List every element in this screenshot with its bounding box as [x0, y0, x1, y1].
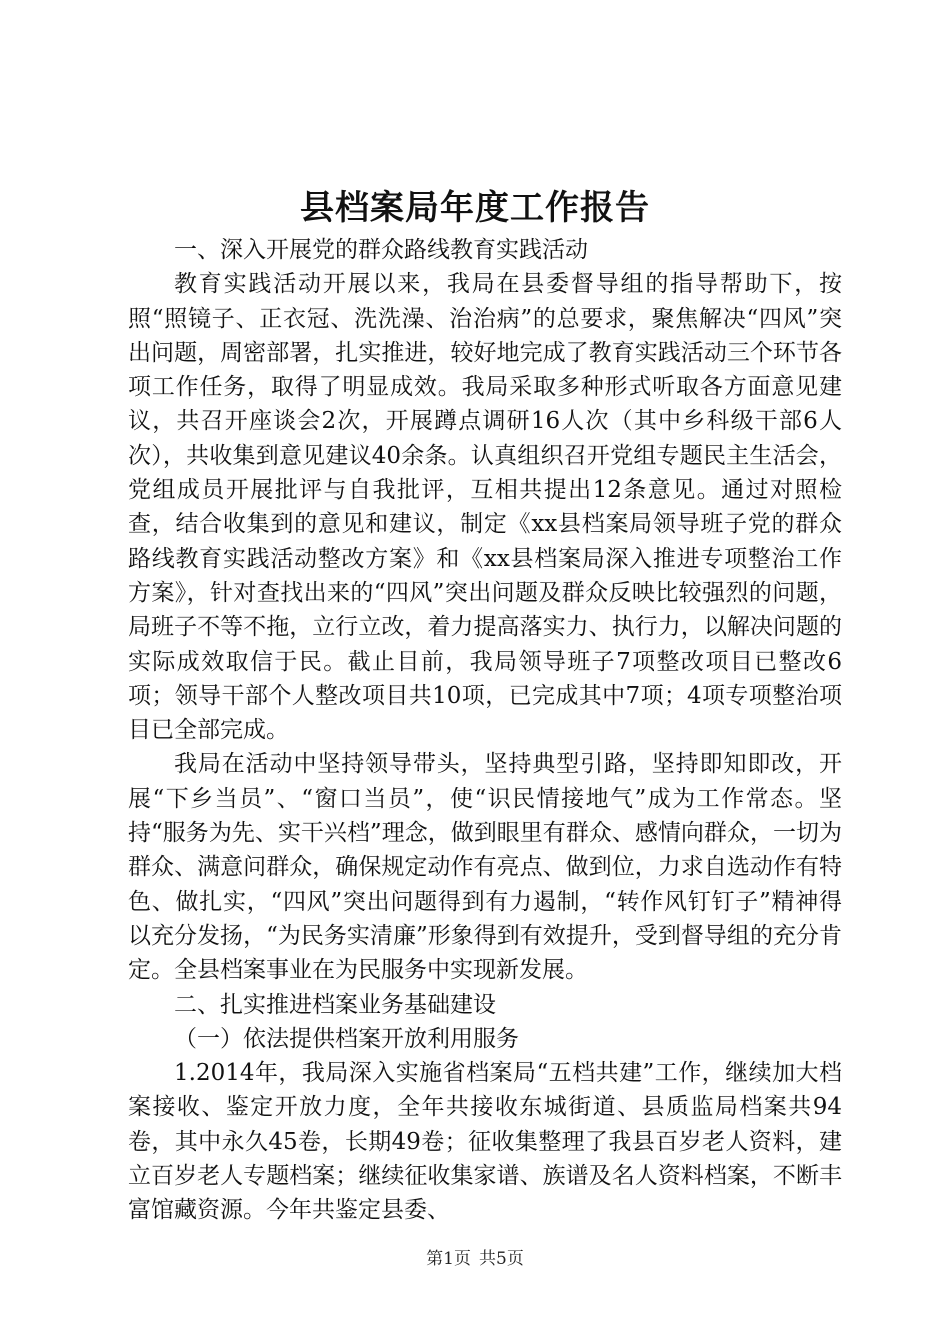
document-title: 县档案局年度工作报告: [300, 188, 650, 228]
paragraph-1: 教育实践活动开展以来，我局在县委督导组的指导帮助下，按照“照镜子、正衣冠、洗洗澡、治治病”的总要求，聚焦解决“四风”突出问题，周密部署，扎实推进，较好地完成了教育实践活动三个环节各项工作任务，取得了明显成效。我局采取多种形式听取各方面意见建议，共召开座谈会2次，开展蹲点调研16人次（其中乡科级干部6人次），共收集到意见建议40余条。认真组织召开党组专题民主生活会，党组成员开展批评与自我批评，互相共提出12条意见。通过对照检查，结合收集到的意见和建议，制定《xx县档案局领导班子党的群众路线教育实践活动整改方案》和《xx县档案局深入推进专项整治工作方案》，针对查找出来的“四风”突出问题及群众反映比较强烈的问题，局班子不等不拖，立行立改，着力提高落实力、执行力，以解决问题的实际成效取信于民。截止目前，我局领导班子7项整改项目已整改6项；领导干部个人整改项目共10项，已完成其中7项；4项专项整治项目已全部完成。: [128, 271, 842, 744]
page-number: 第1页: [426, 1249, 471, 1269]
section-heading-1: 一、深入开展党的群众路线教育实践活动: [174, 237, 588, 263]
paragraph-2: 我局在活动中坚持领导带头，坚持典型引路，坚持即知即改，开展“下乡当员”、“窗口当员”，使“识民情接地气”成为工作常态。坚持“服务为先、实干兴档”理念，做到眼里有群众、感情向群众，一切为群众、满意问群众，确保规定动作有亮点、做到位，力求自选动作有特色、做扎实，“四风”突出问题得到有力遏制，“转作风钉钉子”精神得以充分发扬，“为民务实清廉”形象得到有效提升，受到督导组的充分肯定。全县档案事业在为民服务中实现新发展。: [128, 751, 842, 984]
page-total: 共5页: [479, 1249, 524, 1269]
document-body: [128, 233, 842, 1228]
section-heading-2: 二、扎实推进档案业务基础建设: [174, 991, 496, 1018]
subsection-heading-1: （一）依法提供档案开放利用服务: [174, 1025, 519, 1052]
paragraph-3: 1.2014年，我局深入实施省档案局“五档共建”工作，继续加大档案接收、鉴定开放力度，全年共接收东城街道、县质监局档案共94卷，其中永久45卷，长期49卷；征收集整理了我县百岁老人资料，建立百岁老人专题档案；继续征收集家谱、族谱及名人资料档案，不断丰富馆藏资源。今年共鉴定县委、: [128, 1060, 842, 1224]
page-footer: [0, 1247, 950, 1271]
